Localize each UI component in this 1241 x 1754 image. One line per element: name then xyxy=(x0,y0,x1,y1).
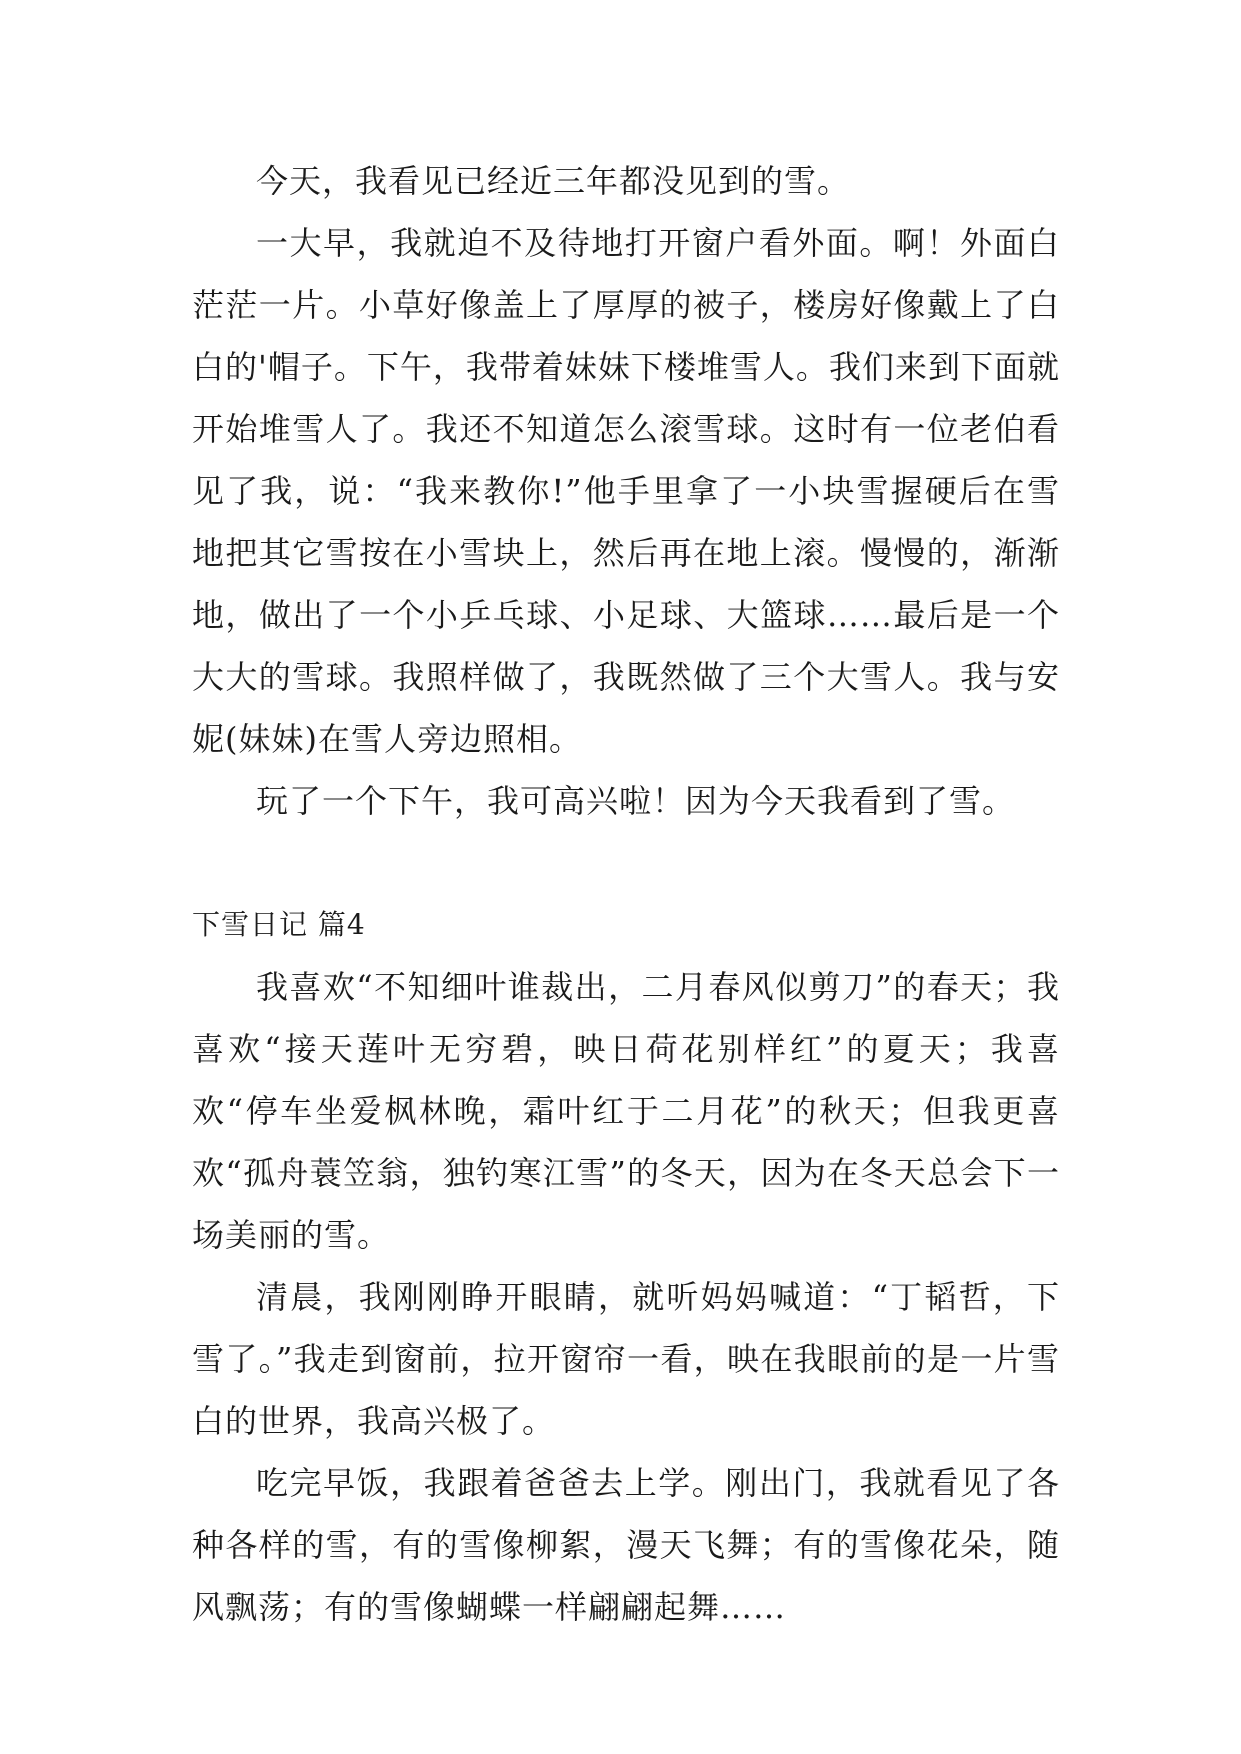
document-body xyxy=(192,150,1060,1638)
section-heading: 下雪日记 篇4 xyxy=(192,908,366,941)
paragraph: 我喜欢“不知细叶谁裁出，二月春风似剪刀”的春天；我喜欢“接天莲叶无穷碧，映日荷花别样红”的夏天；我喜欢“停车坐爱枫林晚，霜叶红于二月花”的秋天；但我更喜欢“孤舟蓑笠翁，独钓寒江雪”的冬天，因为在冬天总会下一场美丽的雪。 xyxy=(192,968,1060,1254)
paragraph: 清晨，我刚刚睁开眼睛，就听妈妈喊道：“丁韬哲，下雪了。”我走到窗前，拉开窗帘一看，映在我眼前的是一片雪白的世界，我高兴极了。 xyxy=(192,1278,1060,1440)
section-spacer xyxy=(192,832,1060,894)
paragraph: 今天，我看见已经近三年都没见到的雪。 xyxy=(256,162,851,200)
paragraph: 一大早，我就迫不及待地打开窗户看外面。啊！外面白茫茫一片。小草好像盖上了厚厚的被子，楼房好像戴上了白白的'帽子。下午，我带着妹妹下楼堆雪人。我们来到下面就开始堆雪人了。我还不知道怎么滚雪球。这时有一位老伯看见了我，说：“我来教你!”他手里拿了一小块雪握硬后在雪地把其它雪按在小雪块上，然后再在地上滚。慢慢的，渐渐地，做出了一个小乒乓球、小足球、大篮球……最后是一个大大的雪球。我照样做了，我既然做了三个大雪人。我与安妮(妹妹)在雪人旁边照相。 xyxy=(192,224,1060,758)
paragraph: 吃完早饭，我跟着爸爸去上学。刚出门，我就看见了各种各样的雪，有的雪像柳絮，漫天飞舞；有的雪像花朵，随风飘荡；有的雪像蝴蝶一样翩翩起舞…… xyxy=(192,1464,1060,1626)
paragraph: 玩了一个下午，我可高兴啦！因为今天我看到了雪。 xyxy=(256,782,1016,820)
